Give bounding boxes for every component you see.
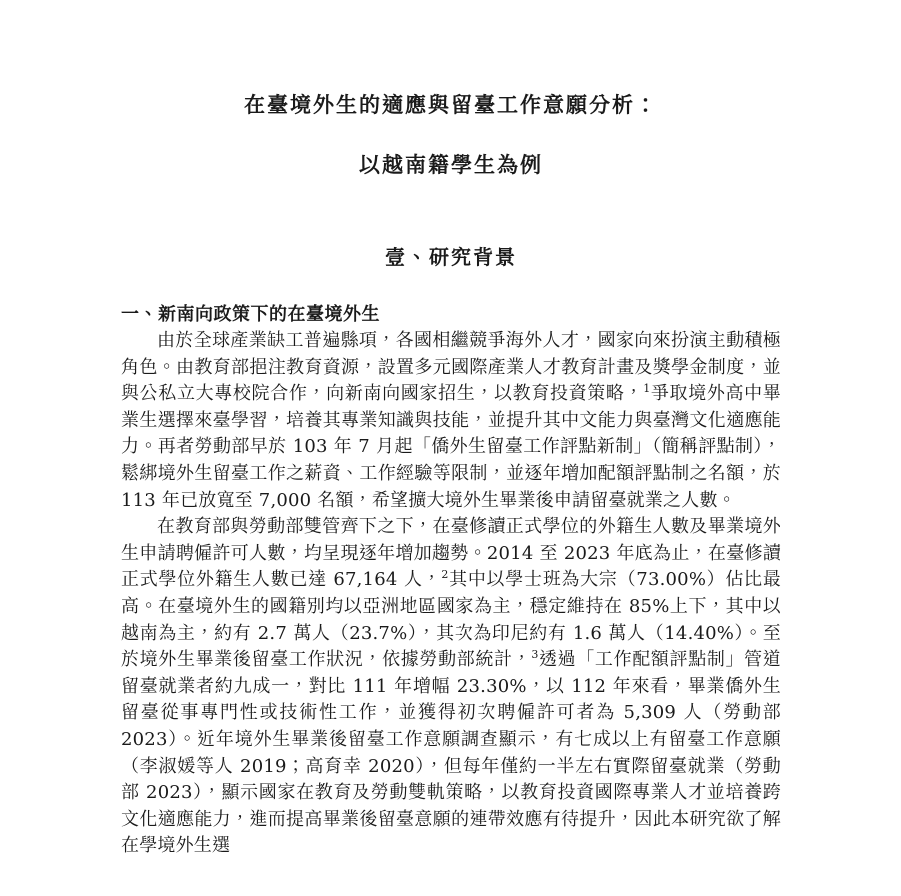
section-heading-research-background: 壹、研究背景: [385, 244, 517, 269]
paragraph-1: 由於全球產業缺工普遍縣項，各國相繼競爭海外人才，國家向來扮演主動積極角色。由教育部挹注教育資源，設置多元國際產業人才教育計畫及獎學金制度，並與公私立大專校院合作，向新南向國家招生，以教育投資策略，$^1$爭取境外高中畢業生選擇來臺學習，培養其專業知識與技能，並提升其中文能力與臺灣文化適應能力。再者勞動部早於 103 年 7 月起「僑外生留臺工作評點新制」（簡稱評點制），鬆綁境外生留臺工作之薪資、工作經驗等限制，並逐年增加配額評點制之名額，於 113 年已放寬至 7,000 名額，希望擴大境外生畢業後申請留臺就業之人數。: [121, 330, 781, 511]
footnote-marker-2: 2: [441, 568, 449, 582]
paper-title-line-1: 在臺境外生的適應與留臺工作意願分析：: [244, 92, 658, 117]
subsection-heading-new-southbound-policy: 一、新南向政策下的在臺境外生: [121, 303, 380, 325]
footnote-marker-1: 1: [643, 382, 651, 396]
paper-title-line-2: 以越南籍學生為例: [359, 152, 543, 178]
footnote-marker-3: 3: [531, 648, 539, 662]
paragraph-2: 在教育部與勞動部雙管齊下之下，在臺修讀正式學位的外籍生人數及畢業境外生申請聘僱許可人數，均呈現逐年增加趨勢。2014 至 2023 年底為止，在臺修讀正式學位外籍生人數已達 67,164 人，$^2$其中以學士班為大宗（73.00%）佔比最高。在臺境外生的國籍別均以亞洲地區國家為主，穩定維持在 85%上下，其中以越南為主，約有 2.7 萬人（23.7%），其次為印尼約有 1.6 萬人（14.40%）。至於境外生畢業後留臺工作狀況，依據勞動部統計，$^3$透過「工作配額評點制」管道留臺就業者約九成一，對比 111 年增幅 23.30%，以 112 年來看，畢業僑外生留臺從事專門性或技術性工作，並獲得初次聘僱許可者為 5,309 人（勞動部 2023）。近年境外生畢業後留臺工作意願調查顯示，有七成以上有留臺工作意願（李淑媛等人 2019；高育幸 2020），但每年僅約一半左右實際留臺就業（勞動部 2023），顯示國家在教育及勞動雙軌策略，以教育投資國際專業人才並培養跨文化適應能力，進而提高畢業後留臺意願的連帶效應有待提升，因此本研究欲了解在學境外生選: [121, 516, 781, 857]
